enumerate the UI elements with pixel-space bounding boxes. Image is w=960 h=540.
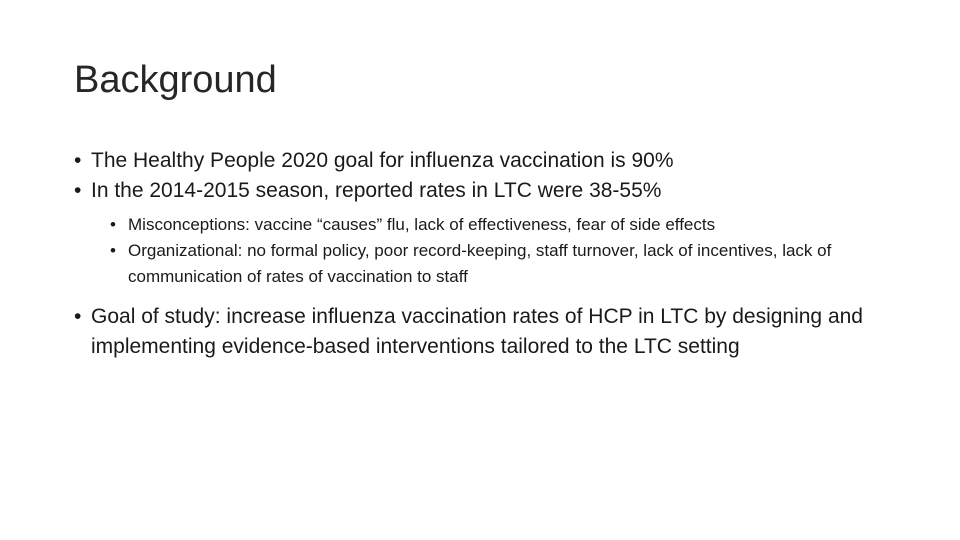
bullet-list: [74, 146, 894, 362]
slide-title: Background: [74, 59, 277, 101]
bullet-dot-icon: •: [74, 149, 82, 172]
sub-bullet-organizational: [74, 238, 894, 290]
bullet-text: Organizational: no formal policy, poor record-keeping, staff turnover, lack of incentives, lack of communication of rates of vaccination to staff: [128, 241, 832, 286]
bullet-dot-icon: •: [110, 215, 116, 234]
bullet-text: In the 2014-2015 season, reported rates in LTC were 38-55%: [91, 179, 662, 202]
bullet-goal-of-study: [74, 302, 894, 362]
bullet-healthy-people-goal: [74, 146, 894, 176]
bullet-dot-icon: •: [74, 305, 82, 328]
sub-bullet-misconceptions: [74, 212, 894, 238]
bullet-ltc-rates: [74, 176, 894, 206]
bullet-text: The Healthy People 2020 goal for influenza vaccination is 90%: [91, 149, 674, 172]
bullet-dot-icon: •: [74, 179, 82, 202]
bullet-text: Goal of study: increase influenza vaccination rates of HCP in LTC by designing and implementing evidence-based interventions tailored to the LTC setting: [91, 305, 863, 358]
bullet-dot-icon: •: [110, 241, 116, 260]
bullet-text: Misconceptions: vaccine “causes” flu, lack of effectiveness, fear of side effects: [128, 215, 716, 234]
